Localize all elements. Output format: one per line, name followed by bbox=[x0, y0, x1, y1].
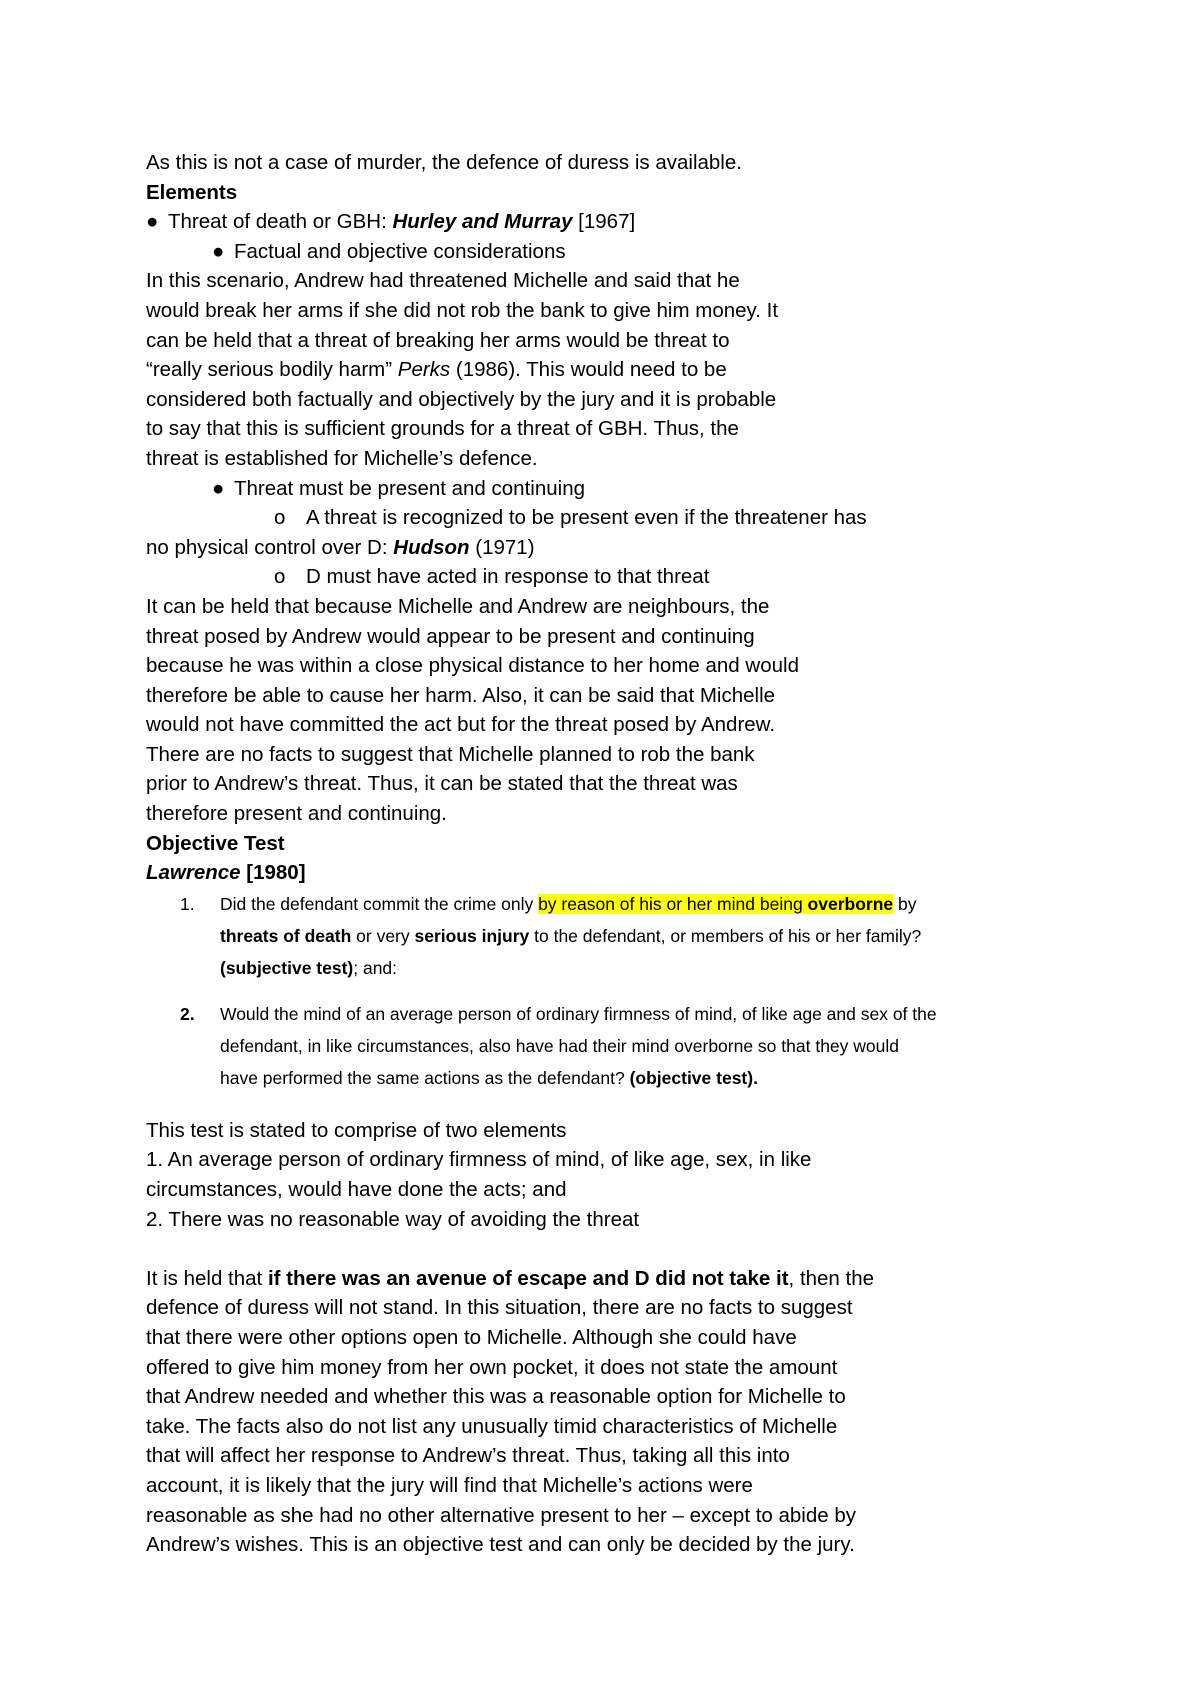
paragraph-line: There are no facts to suggest that Michelle planned to rob the bank bbox=[146, 742, 755, 766]
paragraph-line: no physical control over D: Hudson (1971) bbox=[146, 535, 535, 559]
sub-bullet-threat-recognized: o A threat is recognized to be present even if the threatener has bbox=[146, 503, 1046, 533]
paragraph-line: This test is stated to comprise of two elements bbox=[146, 1118, 567, 1142]
case-name: Hudson bbox=[393, 535, 470, 559]
paragraph-line: circumstances, would have done the acts; and bbox=[146, 1178, 567, 1202]
case-name: Hurley and Murray bbox=[392, 210, 573, 234]
paragraph-line: considered both factually and objectively by the jury and it is probable bbox=[146, 387, 777, 411]
bullet-factual-objective: ● Factual and objective considerations bbox=[146, 237, 1046, 267]
list-item: 1. Did the defendant commit the crime only by reason of his or her mind being overborne by threats of death or very serious injury to the defendant, or members of his or her family? (subjective test); and: bbox=[180, 893, 922, 978]
bullet-icon: ● bbox=[212, 476, 225, 500]
paragraph-line: that Andrew needed and whether this was a reasonable option for Michelle to bbox=[146, 1385, 846, 1409]
paragraph-line: would not have committed the act but for the threat posed by Andrew. bbox=[146, 713, 776, 737]
paragraph-line: because he was within a close physical distance to her home and would bbox=[146, 654, 799, 678]
case-name: Perks bbox=[397, 358, 451, 382]
bullet-present-continuing: ● Threat must be present and continuing bbox=[146, 474, 1046, 504]
bullet-icon: ● bbox=[212, 239, 225, 263]
paragraph-line: It can be held that because Michelle and Andrew are neighbours, the bbox=[146, 594, 770, 618]
paragraph-line: threat is established for Michelle’s defence. bbox=[146, 446, 538, 470]
document-body bbox=[146, 148, 1046, 1560]
paragraph-line: Andrew’s wishes. This is an objective test and can only be decided by the jury. bbox=[146, 1533, 855, 1557]
paragraph-line: to say that this is sufficient grounds for a threat of GBH. Thus, the bbox=[146, 417, 739, 441]
highlighted-text: by reason of his or her mind being overborne bbox=[538, 893, 894, 914]
objective-test-heading: Objective Test bbox=[146, 831, 285, 855]
paragraph-line: 2. There was no reasonable way of avoiding the threat bbox=[146, 1207, 640, 1231]
list-item: 2. Would the mind of an average person of ordinary firmness of mind, of like age and sex of the defendant, in like circumstances, also have had their mind overborne so that they would have performed the same actions as the defendant? (objective test). bbox=[180, 1003, 937, 1088]
paragraph-line: reasonable as she had no other alternative present to her – except to abide by bbox=[146, 1503, 857, 1527]
circle-bullet-icon: o bbox=[274, 506, 286, 530]
bullet-threat-of-death: ● Threat of death or GBH: Hurley and Murray [1967] bbox=[146, 207, 1046, 237]
paragraph-line: offered to give him money from her own pocket, it does not state the amount bbox=[146, 1355, 838, 1379]
circle-bullet-icon: o bbox=[274, 565, 286, 589]
bullet-icon: ● bbox=[146, 210, 159, 234]
paragraph-line: that will affect her response to Andrew’s threat. Thus, taking all this into bbox=[146, 1444, 790, 1468]
paragraph-line: 1. An average person of ordinary firmness of mind, of like age, sex, in like bbox=[146, 1148, 812, 1172]
paragraph-line: take. The facts also do not list any unusually timid characteristics of Michelle bbox=[146, 1414, 838, 1438]
paragraph-line: defence of duress will not stand. In this situation, there are no facts to suggest bbox=[146, 1296, 853, 1320]
paragraph-line: therefore be able to cause her harm. Also, it can be said that Michelle bbox=[146, 683, 776, 707]
paragraph-line: account, it is likely that the jury will find that Michelle’s actions were bbox=[146, 1473, 753, 1497]
paragraph-line: prior to Andrew’s threat. Thus, it can be stated that the threat was bbox=[146, 772, 738, 796]
paragraph-line: In this scenario, Andrew had threatened Michelle and said that he bbox=[146, 269, 740, 293]
lawrence-test-list bbox=[146, 888, 1046, 1094]
paragraph-line: “really serious bodily harm” Perks (1986). This would need to be bbox=[146, 358, 727, 382]
paragraph-line: threat posed by Andrew would appear to be present and continuing bbox=[146, 624, 755, 648]
lawrence-heading: Lawrence [1980] bbox=[146, 861, 306, 885]
paragraph-line: It is held that if there was an avenue of escape and D did not take it, then the bbox=[146, 1266, 875, 1290]
intro-line: As this is not a case of murder, the defence of duress is available. bbox=[146, 151, 742, 174]
case-name: Lawrence bbox=[146, 861, 241, 885]
sub-bullet-acted-in-response: o D must have acted in response to that threat bbox=[146, 562, 1046, 592]
paragraph-line: therefore present and continuing. bbox=[146, 802, 447, 826]
paragraph-line: can be held that a threat of breaking her arms would be threat to bbox=[146, 328, 730, 352]
paragraph-line: would break her arms if she did not rob the bank to give him money. It bbox=[146, 298, 779, 322]
elements-heading: Elements bbox=[146, 180, 238, 204]
paragraph-line: that there were other options open to Michelle. Although she could have bbox=[146, 1326, 797, 1349]
